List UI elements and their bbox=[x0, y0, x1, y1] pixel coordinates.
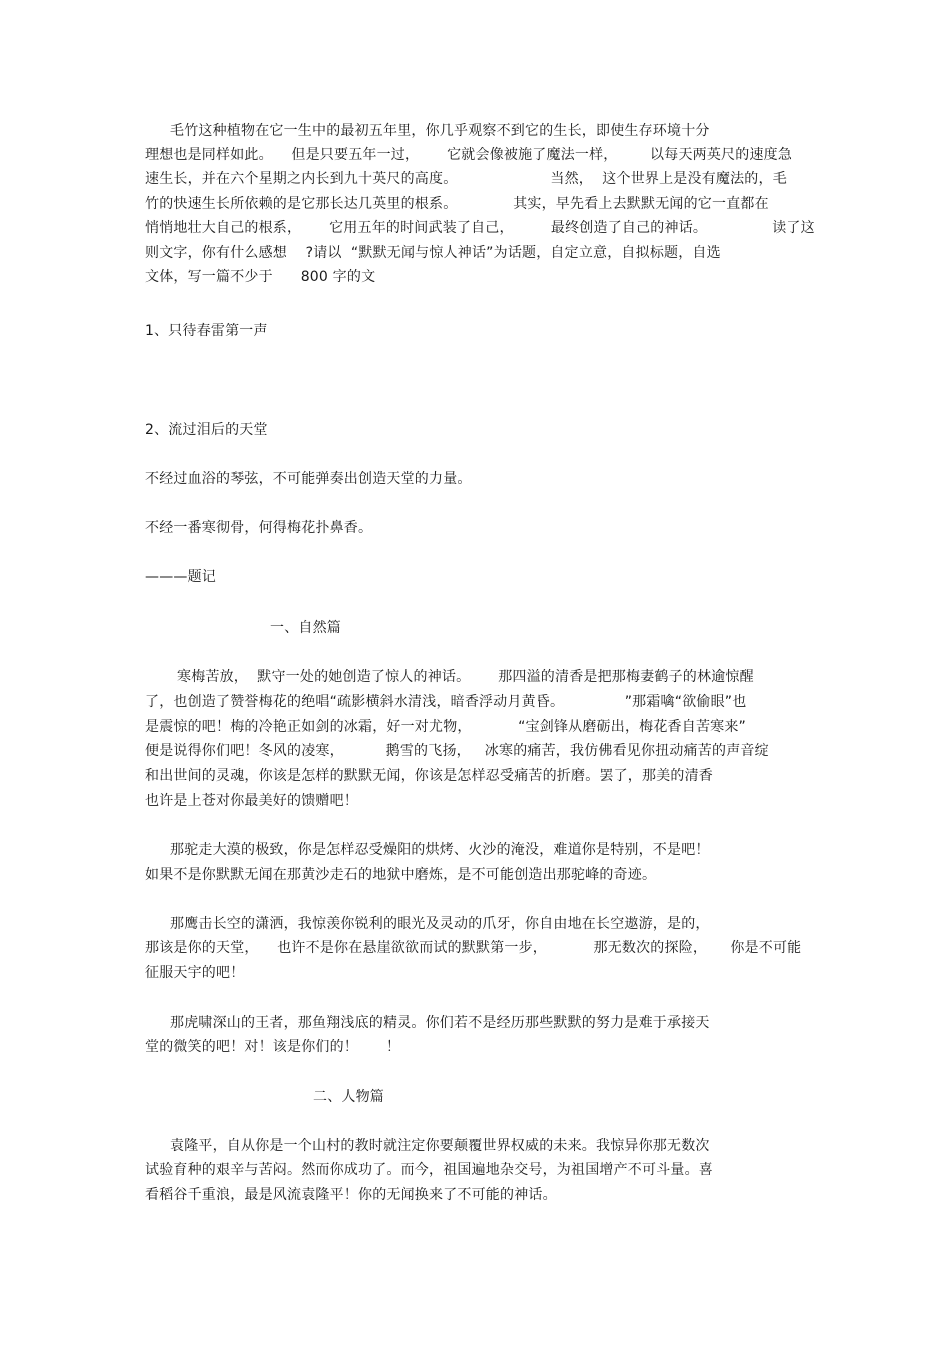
plum-paragraph-line-4: 便是说得你们吧！冬风的凌寒， 鹅雪的飞扬， 冰寒的痛苦，我仿佛看见你扭动痛苦的声音绽 bbox=[145, 743, 769, 759]
intro-line-4: 竹的快速生长所依赖的是它那长达几英里的根系。 其实，早先看上去默默无闻的它一直都在 bbox=[145, 196, 769, 212]
title-option-2: 2、流过泪后的天堂 bbox=[145, 422, 268, 438]
plum-paragraph-line-5: 和出世间的灵魂，你该是怎样的默默无闻，你该是怎样忍受痛苦的折磨。罢了，那美的清香 bbox=[145, 768, 713, 784]
yuan-paragraph-line-3: 看稻谷千重浪，最是风流袁隆平！你的无闻换来了不可能的神话。 bbox=[145, 1187, 557, 1203]
plum-paragraph-line-3: 是震惊的吧！梅的冷艳正如剑的冰霜，好一对尤物， “宝剑锋从磨砺出，梅花香自苦寒来” bbox=[145, 719, 747, 735]
intro-line-6: 则文字，你有什么感想 ?请以 “默默无闻与惊人神话”为话题，自定立意，自拟标题，自选 bbox=[145, 245, 721, 261]
intro-line-2: 理想也是同样如此。 但是只要五年一过， 它就会像被施了魔法一样， 以每天两英尺的速度急 bbox=[145, 147, 793, 163]
epigraph-attribution: ———题记 bbox=[145, 569, 216, 585]
plum-paragraph-line-1: 寒梅苦放， 默守一处的她创造了惊人的神话。 那四溢的清香是把那梅妻鹤子的林逾惊醒 bbox=[177, 669, 754, 685]
tiger-paragraph-line-1: 那虎啸深山的王者，那鱼翔浅底的精灵。你们若不是经历那些默默的努力是难于承接天 bbox=[170, 1015, 710, 1031]
eagle-paragraph-line-1: 那鹰击长空的潇洒，我惊羡你锐利的眼光及灵动的爪牙，你自由地在长空遨游，是的， bbox=[170, 916, 710, 932]
intro-line-3: 速生长，并在六个星期之内长到九十英尺的高度。 当然， 这个世界上是没有魔法的，毛 bbox=[145, 171, 787, 187]
section-heading-people: 二、人物篇 bbox=[313, 1089, 384, 1105]
section-heading-nature: 一、自然篇 bbox=[270, 620, 341, 636]
yuan-paragraph-line-2: 试验育种的艰辛与苦闷。然而你成功了。而今，祖国遍地杂交号，为祖国增产不可斗量。喜 bbox=[145, 1162, 713, 1178]
intro-line-5: 悄悄地壮大自己的根系， 它用五年的时间武装了自己， 最终创造了自己的神话。 读了这 bbox=[145, 220, 815, 236]
camel-paragraph-line-1: 那驼走大漠的极致，你是怎样忍受燥阳的烘烤、火沙的淹没，难道你是特别，不是吧！ bbox=[170, 842, 710, 858]
epigraph-line-1: 不经过血浴的琴弦，不可能弹奏出创造天堂的力量。 bbox=[145, 471, 472, 487]
eagle-paragraph-line-2: 那该是你的天堂， 也许不是你在悬崖欲欲而试的默默第一步， 那无数次的探险， 你是不可能 bbox=[145, 940, 802, 956]
title-option-1: 1、只待春雷第一声 bbox=[145, 323, 268, 339]
epigraph-line-2: 不经一番寒彻骨，何得梅花扑鼻香。 bbox=[145, 520, 373, 536]
tiger-paragraph-line-2: 堂的微笑的吧！对！该是你们的！ ！ bbox=[145, 1039, 401, 1055]
plum-paragraph-line-2: 了，也创造了赞誉梅花的绝唱“疏影横斜水清浅，暗香浮动月黄昏。 ”那霜噙“欲偷眼”也 bbox=[145, 694, 747, 710]
eagle-paragraph-line-3: 征服天宇的吧！ bbox=[145, 965, 245, 981]
intro-line-1: 毛竹这种植物在它一生中的最初五年里，你几乎观察不到它的生长，即使生存环境十分 bbox=[170, 123, 710, 139]
camel-paragraph-line-2: 如果不是你默默无闻在那黄沙走石的地狱中磨炼，是不可能创造出那驼峰的奇迹。 bbox=[145, 867, 657, 883]
plum-paragraph-line-6: 也许是上苍对你最美好的馈赠吧！ bbox=[145, 793, 358, 809]
intro-line-7: 文体，写一篇不少于 800 字的文 bbox=[145, 269, 376, 285]
yuan-paragraph-line-1: 袁隆平，自从你是一个山村的教时就注定你要颠覆世界权威的未来。我惊异你那无数次 bbox=[170, 1138, 710, 1154]
